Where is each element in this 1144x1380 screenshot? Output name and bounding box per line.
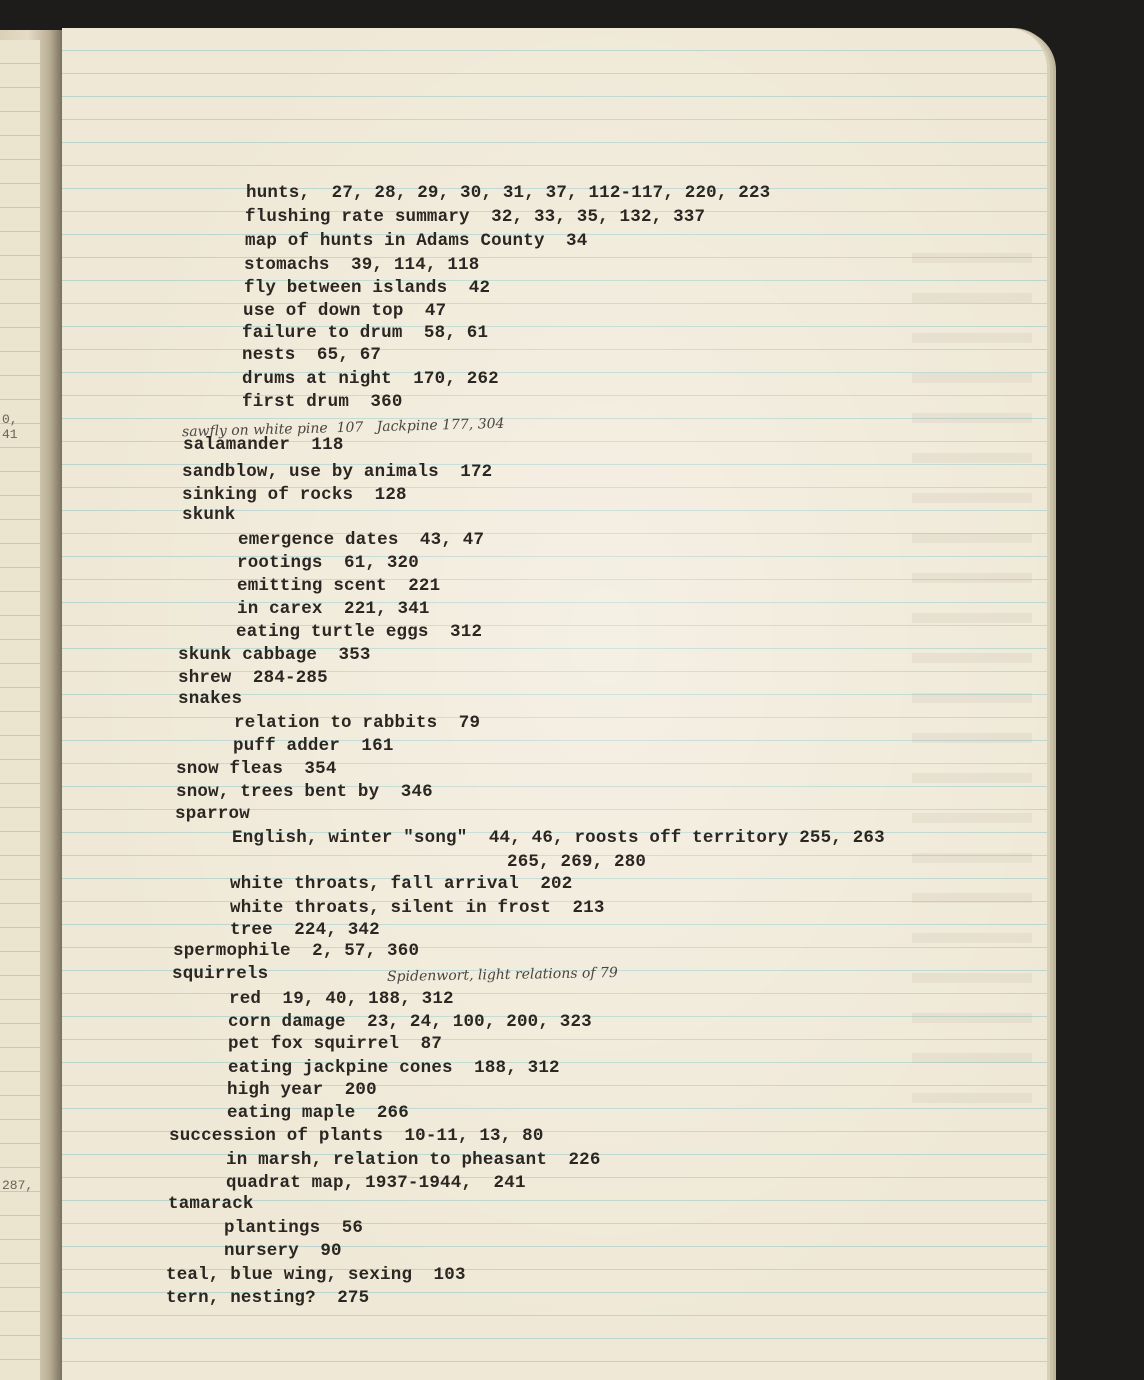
bleed-through-text [912, 223, 1032, 1123]
index-subentry: map of hunts in Adams County 34 [245, 231, 588, 251]
index-subentry: rootings 61, 320 [237, 553, 419, 573]
index-subentry: quadrat map, 1937-1944, 241 [226, 1173, 526, 1193]
index-subentry: in marsh, relation to pheasant 226 [226, 1150, 601, 1170]
left-page-fragment: 0, 41 [2, 412, 18, 442]
index-subentry: nests 65, 67 [242, 345, 382, 365]
notebook-page [62, 28, 1047, 1380]
index-entry: squirrels [172, 964, 269, 984]
left-page-fragment: 287, [2, 1178, 34, 1193]
index-subentry: plantings 56 [224, 1218, 364, 1238]
index-entry: spermophile 2, 57, 360 [173, 941, 420, 961]
index-subentry: tree 224, 342 [230, 920, 380, 940]
index-subentry: eating jackpine cones 188, 312 [228, 1058, 560, 1078]
index-subentry: stomachs 39, 114, 118 [244, 255, 480, 275]
index-subentry: hunts, 27, 28, 29, 30, 31, 37, 112-117, 220, 223 [246, 183, 771, 203]
index-subentry: failure to drum 58, 61 [242, 323, 489, 343]
index-entry: snow fleas 354 [176, 759, 337, 779]
left-page-edge [0, 40, 40, 1380]
index-subentry: red 19, 40, 188, 312 [229, 989, 454, 1009]
index-entry: sinking of rocks 128 [182, 485, 407, 505]
index-subentry: emitting scent 221 [237, 576, 441, 596]
index-entry: teal, blue wing, sexing 103 [166, 1265, 466, 1285]
index-subentry: relation to rabbits 79 [234, 713, 481, 733]
index-entry: skunk [182, 505, 236, 525]
index-subentry: white throats, silent in frost 213 [230, 898, 605, 918]
index-subentry: flushing rate summary 32, 33, 35, 132, 337 [245, 207, 706, 227]
index-entry: tamarack [168, 1194, 254, 1214]
index-subentry: first drum 360 [242, 392, 403, 412]
index-subentry: white throats, fall arrival 202 [230, 874, 573, 894]
index-subentry: in carex 221, 341 [237, 599, 430, 619]
handwritten-note: sawfly on white pine 107 Jackpine 177, 304 [181, 415, 505, 441]
handwritten-note: Spidenwort, light relations of 79 [386, 964, 618, 986]
index-subentry: fly between islands 42 [244, 278, 491, 298]
index-subentry: eating turtle eggs 312 [236, 622, 483, 642]
index-entry: skunk cabbage 353 [178, 645, 371, 665]
index-subentry: pet fox squirrel 87 [228, 1034, 443, 1054]
index-subentry: emergence dates 43, 47 [238, 530, 485, 550]
index-entry: sparrow [175, 804, 250, 824]
index-subentry: puff adder 161 [233, 736, 394, 756]
index-subentry: corn damage 23, 24, 100, 200, 323 [228, 1012, 592, 1032]
index-subentry: high year 200 [227, 1080, 377, 1100]
index-subentry: English, winter "song" 44, 46, roosts off territory 255, 263 [232, 828, 885, 848]
index-subentry: nursery 90 [224, 1241, 342, 1261]
index-entry: tern, nesting? 275 [166, 1288, 370, 1308]
index-entry: snakes [178, 689, 243, 709]
index-subentry: drums at night 170, 262 [242, 369, 499, 389]
index-entry: salamander 118 [183, 435, 344, 455]
index-entry: snow, trees bent by 346 [176, 782, 433, 802]
index-subentry: eating maple 266 [227, 1103, 409, 1123]
index-entry: sandblow, use by animals 172 [182, 462, 493, 482]
index-entry: shrew 284-285 [178, 668, 328, 688]
index-subentry: use of down top 47 [243, 301, 447, 321]
index-entry: succession of plants 10-11, 13, 80 [169, 1126, 544, 1146]
index-subentry-continuation: 265, 269, 280 [507, 852, 647, 872]
